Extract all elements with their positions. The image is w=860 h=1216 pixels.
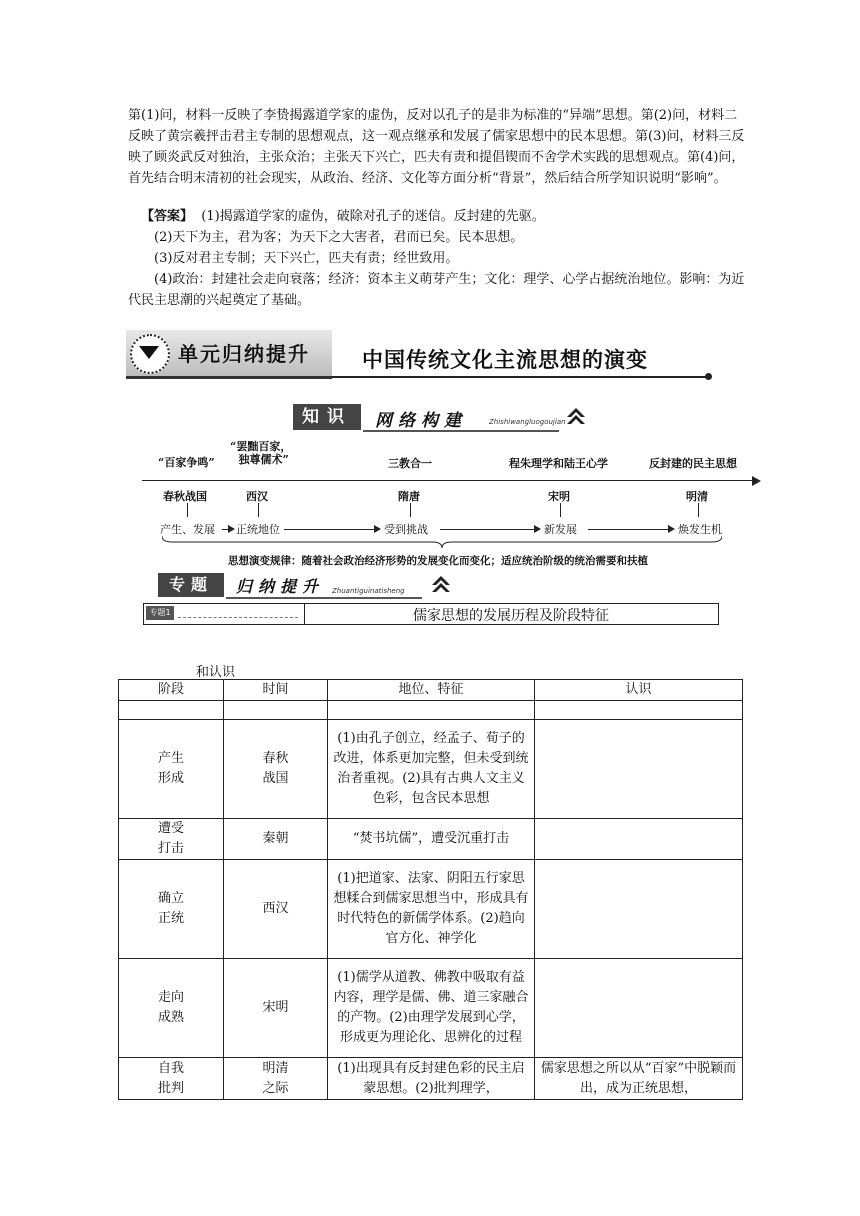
row-feature: (1)出现具有反封建色彩的民主启蒙思想。(2)批判理学，: [328, 1058, 535, 1100]
stage-connector-3: [440, 529, 534, 530]
period-4: 宋明: [548, 490, 570, 503]
timeline-top-3: 三教合一: [388, 457, 432, 470]
row-view: 儒家思想之所以从“百家”中脱颖而出，成为正统思想，: [535, 1058, 743, 1100]
stage-5: 焕发生机: [678, 523, 722, 536]
row-time: 春秋 战国: [224, 720, 328, 819]
answer-text-1: (1)揭露道学家的虚伪，破除对孔子的迷信。反封建的先驱。: [201, 209, 545, 224]
topic-label-b-box: [226, 573, 422, 599]
evolution-rule: 思想演变规律：随着社会政治经济形势的发展变化而变化；适应统治阶级的统治需要和扶植: [228, 555, 648, 567]
banner-dot-icon: [705, 373, 712, 380]
timeline-top-1: “百家争鸣”: [158, 456, 215, 469]
period-1: 春秋战国: [163, 490, 207, 503]
unit-label: 单元归纳提升: [178, 342, 310, 366]
double-arrow-icon: [430, 574, 452, 596]
timeline-top-2: [230, 440, 291, 466]
row-feature: (1)把道家、法家、阴阳五行家思想糅合到儒家思想当中，形成具有时代特色的新儒学体系。(2)趋向官方化、神学化: [328, 860, 535, 959]
header-feature: 地位、特征: [328, 680, 535, 701]
table-cell: [328, 701, 535, 720]
row-feature: (1)由孔子创立，经孟子、荀子的改进，体系更加完整，但未受到统治者重视。(2)具有古典人文主义色彩，包含民本思想: [328, 720, 535, 819]
topic-title: 儒家思想的发展历程及阶段特征: [413, 608, 609, 624]
knowledge-network-header: [293, 404, 589, 432]
row-time: 宋明: [224, 959, 328, 1058]
row-view: [535, 860, 743, 959]
table-row: [119, 720, 743, 819]
period-3: 隋唐: [398, 490, 420, 503]
table-header-row: [119, 680, 743, 701]
topic-dash-line: [178, 617, 298, 618]
row-time: 明清 之际: [224, 1058, 328, 1100]
row-time: 西汉: [224, 860, 328, 959]
timeline-top-5: 反封建的民主思想: [649, 457, 737, 470]
stage-arrow-2-icon: [374, 525, 381, 533]
period-2: 西汉: [246, 490, 268, 503]
pre-table-text: 和认识: [196, 665, 236, 680]
stage-3: 受到挑战: [384, 523, 428, 536]
tick-3: [410, 503, 411, 517]
triangle-down-icon: [139, 346, 159, 359]
timeline-arrowhead-icon: [752, 476, 761, 486]
table-cell: [119, 701, 224, 720]
row-stage: 产生 形成: [119, 720, 224, 819]
answer-line-4: (4)政治：封建社会走向衰落；经济：资本主义萌芽产生；文化：理学、心学占据统治地位。影响：为近代民主思潮的兴起奠定了基础。: [128, 272, 745, 308]
table-row: [119, 860, 743, 959]
double-arrow-icon: [565, 406, 587, 428]
knowledge-label-b-box: [363, 404, 566, 432]
topic-tag: 专题1: [146, 606, 174, 620]
analysis-paragraph: 第(1)问，材料一反映了李贽揭露道学家的虚伪，反对以孔子的是非为标准的“异端”思想。第(2)问，材料二反映了黄宗羲抨击君主专制的思想观点，这一观点继承和发展了儒家思想中的民本思想。第(3)问，材料三反映了顾炎武反对独治，主张众治；主张天下兴亡，匹夫有责和提倡锲而不舍学术实践的思想观点。第(4)问，首先结合明末清初的社会现实，从政治、经济、文化等方面分析“背景”，然后结合所学知识说明“影响”。: [128, 108, 745, 186]
unit-title: 中国传统文化主流思想的演变: [362, 348, 648, 372]
row-view: [535, 959, 743, 1058]
table-cell: [535, 701, 743, 720]
stage-arrow-3-icon: [534, 525, 541, 533]
row-view: [535, 819, 743, 860]
answer-line-3: (3)反对君主专制；天下兴亡，匹夫有责；经世致用。: [154, 251, 459, 266]
table-row: [119, 1058, 743, 1100]
timeline-top-2-line1: “罢黜百家，: [230, 440, 292, 453]
row-feature: “焚书坑儒”，遭受沉重打击: [328, 819, 535, 860]
knowledge-label-a: 知识: [293, 404, 361, 430]
topic-header: [158, 573, 456, 599]
stage-connector-2: [284, 529, 374, 530]
knowledge-pinyin: Zhishiwangluogoujian: [489, 418, 566, 426]
topic-pinyin: Zhuantiguinatisheng: [332, 587, 405, 595]
timeline-top-4: 程朱理学和陆王心学: [509, 457, 608, 470]
stage-2: 正统地位: [236, 523, 280, 536]
table-row: [119, 959, 743, 1058]
row-stage: 确立 正统: [119, 860, 224, 959]
confucianism-stages-table: [118, 679, 743, 1100]
unit-banner: [126, 330, 712, 378]
unit-banner-left: [126, 330, 332, 379]
row-stage: 遭受 打击: [119, 819, 224, 860]
table-cell: [224, 701, 328, 720]
table-empty-row: [119, 701, 743, 720]
answer-label: 【答案】: [141, 209, 194, 224]
header-time: 时间: [224, 680, 328, 701]
header-view: 认识: [535, 680, 743, 701]
stage-arrow-4-icon: [668, 525, 675, 533]
topic-title-bar: [143, 603, 719, 625]
stage-4: 新发展: [544, 523, 577, 536]
stage-connector-4: [588, 529, 668, 530]
row-time: 秦朝: [224, 819, 328, 860]
knowledge-label-b: 网络构建: [375, 411, 467, 431]
answer-line-1: [128, 206, 748, 227]
row-view: [535, 720, 743, 819]
stage-1: 产生、发展: [160, 523, 215, 536]
row-stage: 自我 批判: [119, 1058, 224, 1100]
timeline-axis: [142, 480, 754, 481]
row-stage: 走向 成熟: [119, 959, 224, 1058]
tick-2: [258, 503, 259, 517]
tick-5: [698, 503, 699, 517]
row-feature: (1)儒学从道教、佛教中吸取有益内容，理学是儒、佛、道三家融合的产物。(2)由理学发展到心学，形成更为理论化、思辨化的过程: [328, 959, 535, 1058]
header-stage: 阶段: [119, 680, 224, 701]
topic-label-b: 归纳提升: [236, 577, 325, 596]
tick-1: [187, 503, 188, 517]
brace-icon: [162, 536, 722, 548]
table-row: [119, 819, 743, 860]
timeline-top-2-line2: 独尊儒术”: [238, 453, 289, 466]
answer-line-2: (2)天下为主，君为客；为天下之大害者，君而已矣。民本思想。: [154, 230, 524, 245]
topic-label-a: 专题: [158, 573, 224, 597]
stage-arrow-1-icon: [228, 525, 235, 533]
period-5: 明清: [686, 490, 708, 503]
tick-4: [560, 503, 561, 517]
